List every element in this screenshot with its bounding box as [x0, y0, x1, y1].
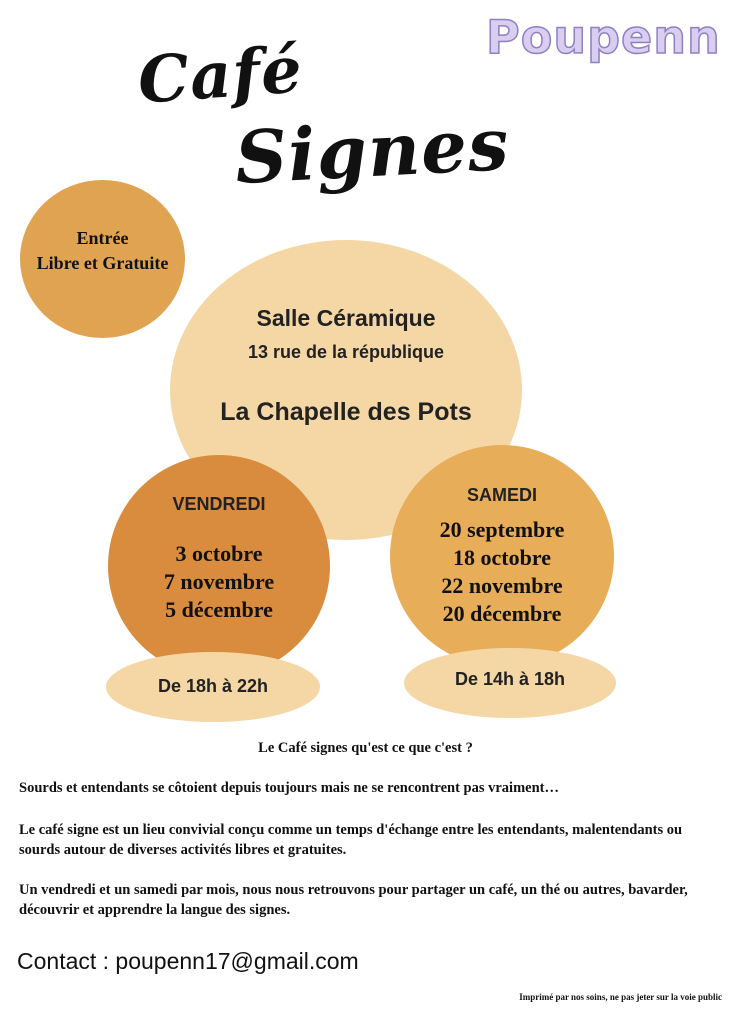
title-signes: Signes	[232, 100, 512, 201]
vendredi-dates	[108, 540, 330, 624]
logo-text: Poupenn	[486, 10, 721, 64]
contact-email: Contact : poupenn17@gmail.com	[17, 948, 359, 974]
samedi-dates	[390, 516, 614, 628]
entree-line2: Libre et Gratuite	[36, 253, 169, 273]
poupenn-logo	[486, 10, 721, 80]
samedi-label: SAMEDI	[466, 485, 537, 505]
samedi-date: 22 novembre	[441, 573, 563, 598]
info-paragraph-2: Le café signe est un lieu convivial conçu comme un temps d'échange entre les entendants, malentendants ou sourds autour de diverses activités libres et gratuites.	[19, 822, 683, 858]
footer-note: Imprimé par nos soins, ne pas jeter sur la voie public	[519, 992, 722, 1002]
info-paragraph-1: Sourds et entendants se côtoient depuis toujours mais ne se rencontrent pas vraiment…	[19, 780, 559, 796]
salle-name: Salle Céramique	[256, 305, 436, 331]
vendredi-label: VENDREDI	[172, 494, 266, 514]
samedi-date: 18 octobre	[453, 545, 551, 570]
street-address: 13 rue de la république	[247, 342, 445, 362]
vendredi-date: 5 décembre	[165, 597, 273, 622]
entree-text	[20, 226, 185, 276]
town-name: La Chapelle des Pots	[220, 398, 472, 426]
title-cafe: Café	[135, 32, 306, 119]
samedi-date: 20 septembre	[439, 517, 565, 542]
vendredi-date: 7 novembre	[163, 569, 275, 594]
vendredi-hours: De 18h à 22h	[157, 676, 269, 696]
info-paragraph-3: Un vendredi et un samedi par mois, nous nous retrouvons pour partager un café, un thé ou autres, bavarder, découvrir et apprendre la langue des signes.	[19, 882, 688, 918]
entree-line1: Entrée	[76, 228, 129, 248]
info-question: Le Café signes qu'est ce que c'est ?	[258, 740, 473, 756]
samedi-hours: De 14h à 18h	[454, 669, 566, 689]
vendredi-date: 3 octobre	[175, 541, 263, 566]
samedi-date: 20 décembre	[442, 601, 562, 626]
